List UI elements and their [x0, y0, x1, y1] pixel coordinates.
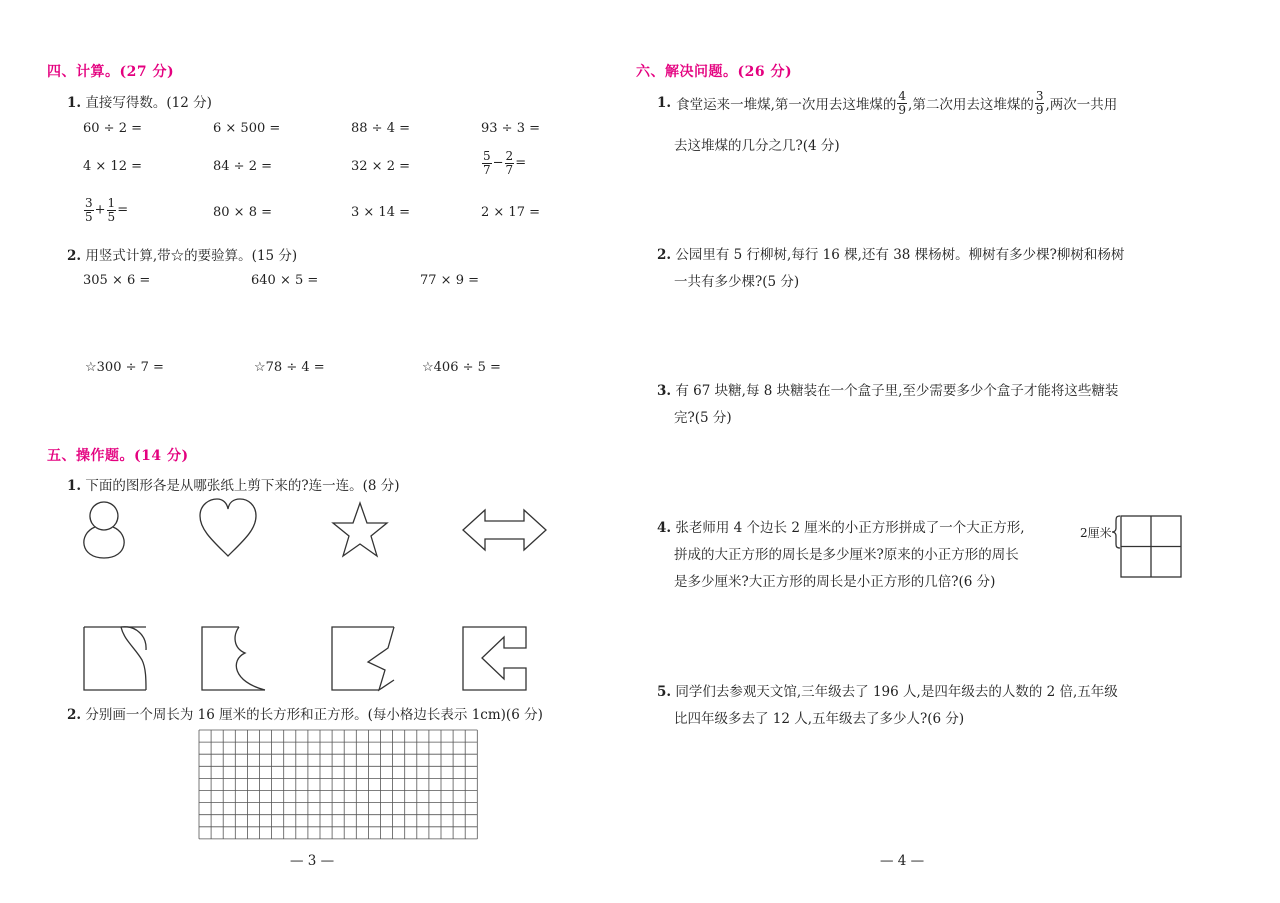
question-number: 2. — [67, 707, 82, 723]
page-number-right: — 4 — — [880, 853, 925, 869]
calc-item: 2 × 17 = — [481, 205, 540, 220]
paper-with-arrow-cut — [463, 627, 526, 690]
section6-q2 — [657, 243, 1124, 263]
calc-item: 4 × 12 = — [83, 159, 142, 174]
fraction-denominator: 5 — [85, 209, 93, 224]
calc-item: 84 ÷ 2 = — [213, 159, 272, 174]
equals-sign: = — [117, 202, 129, 218]
fraction-denominator: 7 — [505, 162, 514, 177]
double-arrow-shape — [463, 510, 546, 550]
section6-q4 — [657, 516, 1025, 536]
square-side-label: 2厘米 — [1080, 526, 1112, 540]
fraction-numerator: 3 — [85, 196, 93, 210]
gourd-shape — [84, 502, 124, 558]
equals-sign: = — [515, 155, 527, 171]
question-number: 3. — [657, 383, 672, 399]
calc-item: 6 × 500 = — [213, 121, 281, 136]
section4-title: 四、计算。(27 分) — [47, 64, 175, 80]
question-text-line: 拼成的大正方形的周长是多少厘米?原来的小正方形的周长 — [674, 547, 1019, 563]
vertical-calc-item: ☆78 ÷ 4 = — [254, 360, 325, 375]
section6-q5 — [657, 680, 1118, 700]
fraction-denominator: 7 — [483, 162, 491, 177]
question-text-line: 完?(5 分) — [674, 410, 732, 426]
question-text: 分别画一个周长为 16 厘米的长方形和正方形。(每小格边长表示 1cm)(6 分) — [85, 707, 543, 723]
question-text: 有 67 块糖,每 8 块糖装在一个盒子里,至少需要多少个盒子才能将这些糖装 — [675, 383, 1119, 399]
fraction-denominator: 5 — [107, 209, 116, 224]
section6-q3 — [657, 379, 1118, 399]
question-text-line: 是多少厘米?大正方形的周长是小正方形的几倍?(6 分) — [674, 574, 996, 590]
paper-with-gourd-cut — [202, 627, 265, 690]
question-text: 张老师用 4 个边长 2 厘米的小正方形拼成了一个大正方形, — [675, 520, 1025, 536]
fraction-denominator: 9 — [1035, 102, 1044, 117]
question-text-line: 比四年级多去了 12 人,五年级去了多少人?(6 分) — [674, 711, 965, 727]
question-text: 下面的图形各是从哪张纸上剪下来的?连一连。(8 分) — [85, 478, 400, 494]
question-text: 直接写得数。(12 分) — [85, 95, 212, 111]
question-number: 1. — [67, 95, 82, 111]
drawing-grid — [199, 730, 477, 839]
fraction-numerator: 5 — [483, 149, 491, 163]
operator: + — [94, 202, 106, 218]
fraction-denominator: 9 — [898, 102, 907, 117]
paper-with-star-cut — [332, 627, 394, 690]
vertical-calc-item: ☆300 ÷ 7 = — [85, 360, 164, 375]
vertical-calc-item: 640 × 5 = — [251, 273, 319, 288]
heart-shape — [200, 499, 256, 556]
section6-title: 六、解决问题。(26 分) — [636, 64, 793, 80]
vertical-calc-item: 77 × 9 = — [420, 273, 479, 288]
calc-item: 60 ÷ 2 = — [83, 121, 142, 136]
brace-mark — [1112, 516, 1120, 548]
fraction-numerator: 4 — [898, 89, 907, 103]
page-number-left: — 3 — — [290, 853, 335, 869]
question-number: 5. — [657, 684, 672, 700]
question-text: 用竖式计算,带☆的要验算。(15 分) — [85, 248, 298, 264]
calc-item: 3 × 14 = — [351, 205, 410, 220]
question-number: 1. — [67, 478, 82, 494]
fraction-numerator: 1 — [107, 196, 116, 210]
question-text: 食堂运来一堆煤,第一次用去这堆煤的 — [676, 97, 897, 114]
star-shape — [333, 503, 387, 556]
calc-item: 93 ÷ 3 = — [481, 121, 540, 136]
calc-item: 32 × 2 = — [351, 159, 410, 174]
calc-item: 88 ÷ 4 = — [351, 121, 410, 136]
section5-q2 — [67, 703, 543, 723]
question-text: ,第二次用去这堆煤的 — [908, 97, 1034, 114]
fraction-numerator: 2 — [505, 149, 514, 163]
fraction-numerator: 3 — [1035, 89, 1044, 103]
question-number: 2. — [67, 248, 82, 264]
vertical-calc-item: 305 × 6 = — [83, 273, 151, 288]
four-squares-figure — [1110, 510, 1190, 585]
question-text-line: 一共有多少棵?(5 分) — [674, 274, 800, 290]
question-number: 4. — [657, 520, 672, 536]
section6-q1 — [657, 90, 1117, 116]
vertical-calc-item: ☆406 ÷ 5 = — [422, 360, 501, 375]
section5-title: 五、操作题。(14 分) — [47, 448, 189, 464]
question-text-line: 去这堆煤的几分之几?(4 分) — [674, 138, 840, 154]
question-number: 1. — [657, 95, 672, 112]
paper-with-heart-cut — [84, 627, 146, 690]
question-text: 公园里有 5 行柳树,每行 16 棵,还有 38 棵杨树。柳树有多少棵?柳树和杨树 — [675, 247, 1125, 263]
question-number: 2. — [657, 247, 672, 263]
operator: − — [492, 155, 504, 171]
calc-item: 80 × 8 = — [213, 205, 272, 220]
question-text: 同学们去参观天文馆,三年级去了 196 人,是四年级去的人数的 2 倍,五年级 — [675, 684, 1118, 700]
question-text: ,两次一共用 — [1045, 97, 1118, 114]
